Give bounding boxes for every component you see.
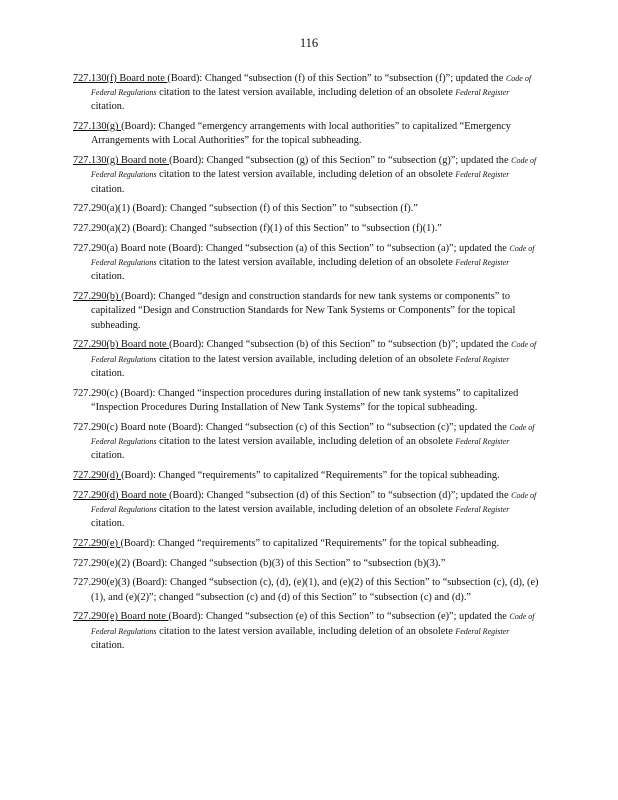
section-suffix: Board note <box>118 155 170 167</box>
section-reference <box>73 490 169 501</box>
section-reference <box>73 470 121 481</box>
section-number: 727.290(e)(3) <box>73 577 130 589</box>
entry-body: (Board): Changed “subsection (d) of this Section” to “subsection (d)”; updated the <box>169 489 512 501</box>
entry-tail: citation to the latest version available, including deletion of an obsolete <box>156 87 456 99</box>
section-reference <box>73 73 167 84</box>
amendment-entry <box>73 489 543 532</box>
entry-tail: citation to the latest version available, including deletion of an obsolete <box>156 257 456 269</box>
section-reference <box>73 388 120 399</box>
section-reference <box>73 611 169 622</box>
fr-title: Federal Register <box>455 626 510 636</box>
cfr-title: Code of Federal Regulations <box>91 612 535 636</box>
entry-end: citation. <box>91 639 125 651</box>
section-suffix: Board note <box>117 421 169 433</box>
entry-end: citation. <box>91 271 125 283</box>
amendment-entry <box>73 387 543 415</box>
amendment-entry <box>73 202 543 216</box>
entry-tail: citation to the latest version available, including deletion of an obsolete <box>156 625 456 637</box>
cfr-title: Code of Federal Regulations <box>91 422 535 446</box>
section-suffix: Board note <box>117 243 169 254</box>
section-number: 727.290(e) <box>73 611 118 623</box>
section-reference <box>73 155 169 166</box>
entry-end: citation. <box>91 518 125 530</box>
section-reference <box>73 422 169 433</box>
page-number: 116 <box>299 36 319 50</box>
entry-tail: citation to the latest version available, including deletion of an obsolete <box>156 503 456 515</box>
section-reference <box>73 203 132 214</box>
section-number: 727.130(g) <box>73 155 119 167</box>
entry-body: (Board): Changed “design and construction standards for new tank systems or components” to capitalized “Design and Construction Standards for New Tank Systems or Components” for the topical subheading. <box>91 291 516 331</box>
amendment-entry <box>73 290 543 333</box>
section-suffix: Board note <box>116 73 168 84</box>
amendment-entry <box>73 610 543 653</box>
section-number: 727.290(d) <box>73 469 119 481</box>
entry-tail: citation to the latest version available, including deletion of an obsolete <box>156 435 456 447</box>
section-number: 727.290(d) <box>73 489 119 501</box>
entry-body: (Board): Changed “subsection (b) of this Section” to “subsection (b)”; updated the <box>169 339 512 351</box>
amendment-entry <box>73 557 543 571</box>
section-number: 727.290(e) <box>73 537 118 549</box>
cfr-title: Code of Federal Regulations <box>91 156 537 180</box>
section-reference <box>73 339 169 350</box>
entry-end: citation. <box>91 367 125 379</box>
entry-tail: citation to the latest version available, including deletion of an obsolete <box>156 353 456 365</box>
fr-title: Federal Register <box>455 170 510 180</box>
fr-title: Federal Register <box>455 504 510 514</box>
amendment-entry <box>73 576 543 604</box>
section-reference <box>73 577 132 588</box>
amendment-entry <box>73 421 543 464</box>
section-number: 727.290(a) <box>73 243 118 254</box>
entry-body: (Board): Changed “subsection (f) of this Section” to “subsection (f).” <box>132 203 418 215</box>
section-number: 727.290(b) <box>73 291 119 303</box>
section-suffix: Board note <box>118 489 170 501</box>
section-number: 727.290(b) <box>73 339 119 351</box>
section-reference <box>73 558 132 569</box>
amendment-entry <box>73 154 543 197</box>
entry-body: (Board): Changed “subsection (c) of this Section” to “subsection (c)”; updated the <box>168 421 510 433</box>
fr-title: Federal Register <box>455 354 510 364</box>
section-number: 727.290(c) <box>73 421 118 433</box>
section-reference <box>73 291 121 302</box>
entry-body: (Board): Changed “inspection procedures during installation of new tank systems” to capitalized “Inspection Procedures During Installation of New Tank Systems” for the topical subheading. <box>91 387 519 413</box>
amendment-entry <box>73 242 543 285</box>
section-number: 727.290(a)(2) <box>73 223 130 235</box>
entry-body: (Board): Changed “requirements” to capitalized “Requirements” for the topical subheading. <box>120 537 500 549</box>
cfr-title: Code of Federal Regulations <box>91 244 535 268</box>
amendment-entry <box>73 72 543 115</box>
entry-body: (Board): Changed “emergency arrangements with local authorities” to capitalized “Emergency Arrangements with Local Authorities” for the topical subheading. <box>91 121 511 147</box>
entry-end: citation. <box>91 101 125 113</box>
section-number: 727.130(g) <box>73 121 119 133</box>
entry-body: (Board): Changed “subsection (g) of this Section” to “subsection (g)”; updated the <box>169 155 512 167</box>
entry-body: (Board): Changed “subsection (a) of this Section” to “subsection (a)”; updated the <box>168 243 510 254</box>
entry-body: (Board): Changed “subsection (f) of this Section” to “subsection (f)”; updated the <box>167 73 506 84</box>
cfr-title: Code of Federal Regulations <box>91 74 532 98</box>
cfr-title: Code of Federal Regulations <box>91 340 537 364</box>
section-reference <box>73 223 132 234</box>
amendment-entry <box>73 338 543 381</box>
entry-body: (Board): Changed “subsection (f)(1) of this Section” to “subsection (f)(1).” <box>132 223 442 235</box>
amendment-entry <box>73 469 543 483</box>
entry-body: (Board): Changed “subsection (c), (d), (e)(1), and (e)(2) of this Section” to “subsection (c), (d), (e)(1), and (e)(2)”; changed “subsection (c) and (d) of this Section” to “subsection (c) and (d).” <box>91 577 539 603</box>
fr-title: Federal Register <box>455 436 510 446</box>
amendment-entry <box>73 537 543 551</box>
entry-body: (Board): Changed “subsection (e) of this Section” to “subsection (e)”; updated the <box>168 611 510 623</box>
section-suffix: Board note <box>118 339 170 351</box>
section-number: 727.130(f) <box>73 73 117 84</box>
section-suffix: Board note <box>117 611 169 623</box>
section-reference <box>73 121 121 132</box>
section-reference <box>73 243 169 254</box>
amendment-list <box>73 72 543 659</box>
entry-end: citation. <box>91 183 125 195</box>
amendment-entry <box>73 222 543 236</box>
fr-title: Federal Register <box>455 88 510 98</box>
entry-body: (Board): Changed “requirements” to capitalized “Requirements” for the topical subheading. <box>121 469 500 481</box>
amendment-entry <box>73 120 543 148</box>
entry-end: citation. <box>91 450 125 462</box>
section-number: 727.290(e)(2) <box>73 557 130 569</box>
entry-body: (Board): Changed “subsection (b)(3) of this Section” to “subsection (b)(3).” <box>132 557 446 569</box>
entry-tail: citation to the latest version available, including deletion of an obsolete <box>156 169 456 181</box>
fr-title: Federal Register <box>455 258 510 268</box>
section-number: 727.290(c) <box>73 387 118 399</box>
section-number: 727.290(a)(1) <box>73 203 130 215</box>
cfr-title: Code of Federal Regulations <box>91 490 537 514</box>
section-reference <box>73 538 120 549</box>
